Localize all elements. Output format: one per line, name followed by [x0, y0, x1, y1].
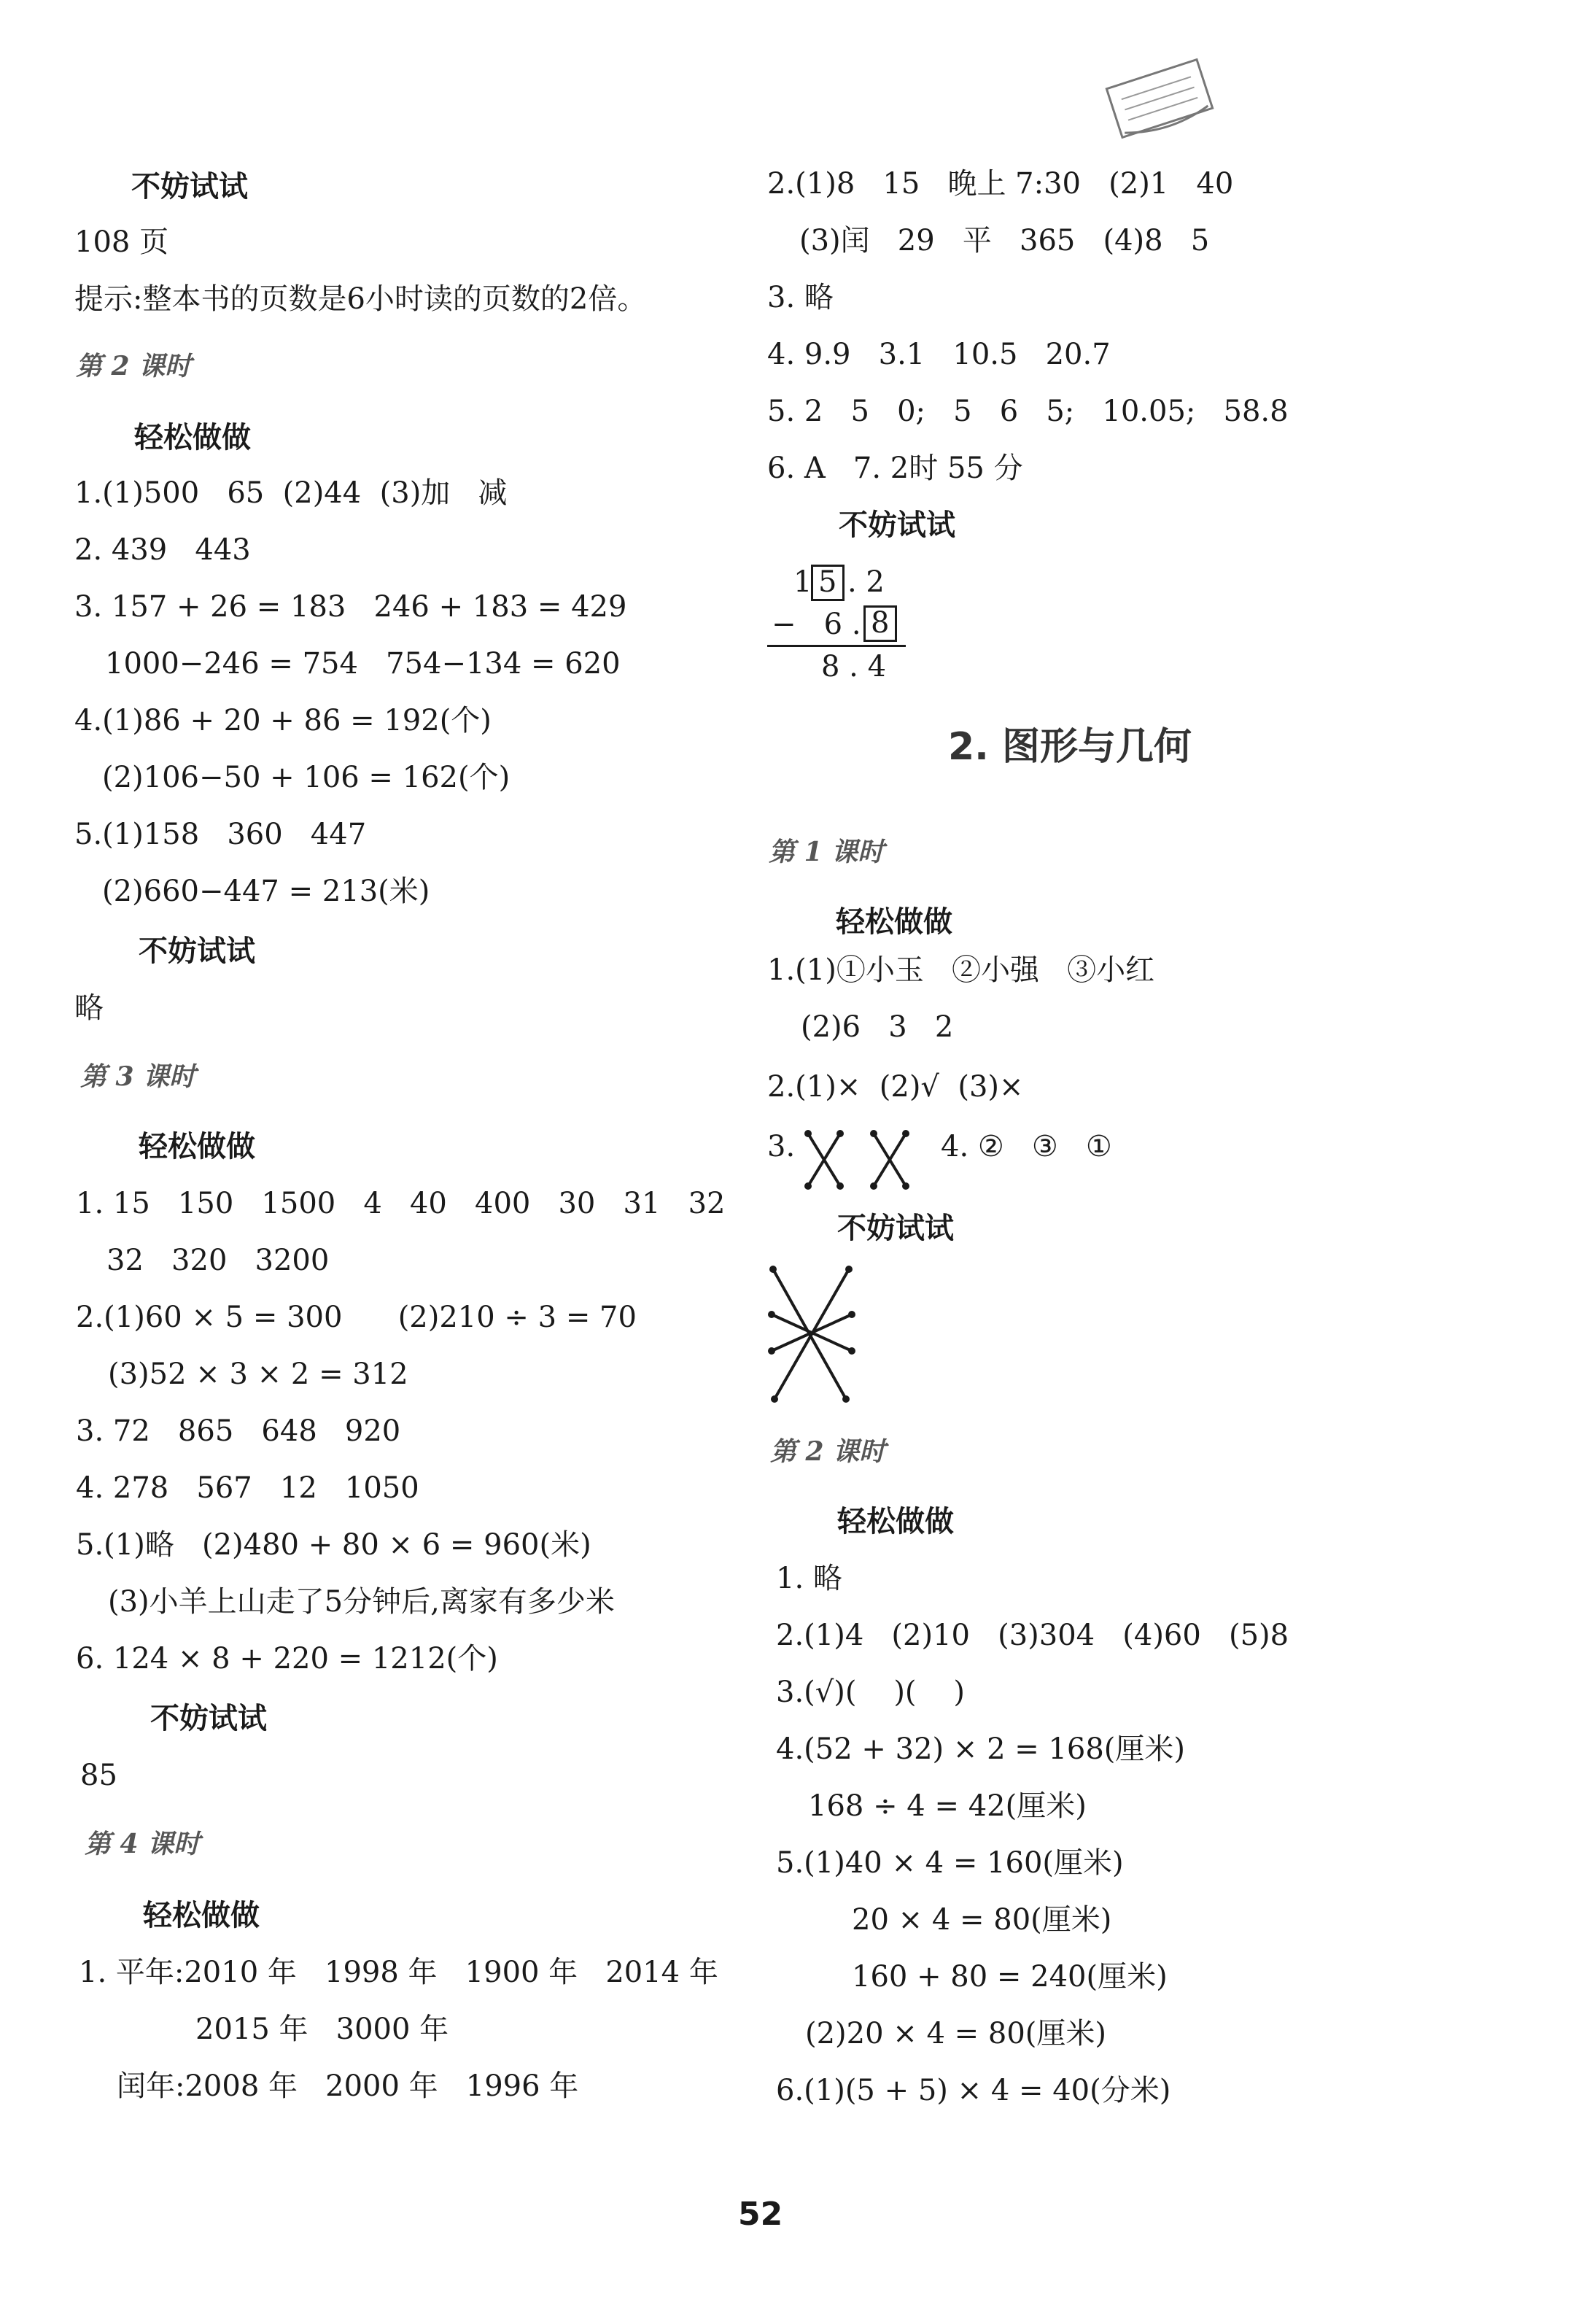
page-number: 52 [738, 2196, 783, 2233]
answer-line: 2015 年 3000 年 [195, 2013, 449, 2046]
easy-practice-heading: 轻松做做 [139, 1130, 255, 1163]
answer-line: 4. ② ③ ① [941, 1130, 1112, 1163]
lesson-heading: 第 4 课时 [85, 1829, 201, 1859]
answer-line: 5.(1)略 (2)480 + 80 × 6 = 960(米) [76, 1528, 591, 1562]
calc-divider [767, 645, 906, 647]
lesson-heading: 第 2 课时 [770, 1436, 886, 1467]
answer-line: (3)闰 29 平 365 (4)8 5 [799, 224, 1210, 257]
answer-line: (2)106−50 + 106 = 162(个) [102, 761, 510, 794]
answer-line: 4.(52 + 32) × 2 = 168(厘米) [776, 1732, 1186, 1766]
try-it-heading: 不妨试试 [837, 1212, 954, 1245]
star-lines-figure [767, 1262, 862, 1408]
stamp-logo-icon [1101, 51, 1218, 146]
answer-line: 1. 平年:2010 年 1998 年 1900 年 2014 年 [79, 1956, 718, 1989]
easy-practice-heading: 轻松做做 [837, 1505, 954, 1538]
answer-line: 3. 略 [767, 281, 834, 314]
section-title: 2. 图形与几何 [948, 725, 1192, 769]
answer-line: 20 × 4 = 80(厘米) [852, 1903, 1112, 1937]
answer-line: (2)6 3 2 [801, 1010, 954, 1044]
calc-row2-prefix: − 6 . [772, 608, 861, 641]
answer-line: (2)660−447 = 213(米) [102, 875, 430, 908]
answer-line: 108 页 [74, 225, 169, 259]
answer-line: 1.(1)①小玉 ②小强 ③小红 [767, 953, 1155, 987]
answer-line: 4. 9.9 3.1 10.5 20.7 [767, 338, 1111, 371]
easy-practice-heading: 轻松做做 [134, 421, 251, 454]
calc-row2-box-digit: 8 [871, 606, 890, 640]
answer-line: 2. 439 443 [74, 533, 251, 567]
answer-line: 2.(1)× (2)√ (3)× [767, 1070, 1024, 1104]
calc-row1-suffix: . 2 [847, 565, 885, 599]
answer-line: 略 [74, 991, 104, 1025]
answer-line: 6. 124 × 8 + 220 = 1212(个) [76, 1642, 498, 1676]
answer-line: 1. 15 150 1500 4 40 400 30 31 32 [76, 1187, 726, 1220]
answer-line: 6.(1)(5 + 5) × 4 = 40(分米) [776, 2074, 1171, 2107]
calc-row1-prefix: 1 [793, 565, 812, 599]
calc-row3: 8 . 4 [821, 650, 887, 683]
answer-line: (3)52 × 3 × 2 = 312 [108, 1357, 408, 1391]
answer-line: 4.(1)86 + 20 + 86 = 192(个) [74, 704, 492, 737]
hint-line: 提示:整本书的页数是6小时读的页数的2倍。 [74, 282, 647, 316]
answer-line: 3. [767, 1130, 796, 1163]
answer-line: (2)20 × 4 = 80(厘米) [805, 2017, 1107, 2050]
answer-line: 1000−246 = 754 754−134 = 620 [105, 647, 621, 681]
answer-line: 1. 略 [776, 1562, 842, 1595]
lesson-heading: 第 1 课时 [769, 837, 885, 867]
lesson-heading: 第 3 课时 [80, 1061, 196, 1092]
answer-line: 4. 278 567 12 1050 [76, 1471, 419, 1505]
answer-line: 32 320 3200 [106, 1244, 330, 1277]
answer-line: 闰年:2008 年 2000 年 1996 年 [117, 2069, 579, 2103]
try-it-heading: 不妨试试 [131, 170, 248, 204]
try-it-heading: 不妨试试 [150, 1702, 267, 1735]
answer-line: 168 ÷ 4 = 42(厘米) [808, 1789, 1087, 1823]
crossed-lines-figure [802, 1128, 919, 1193]
answer-line: 3. 72 865 648 920 [76, 1414, 401, 1448]
answer-line: 2.(1)8 15 晚上 7:30 (2)1 40 [767, 167, 1234, 201]
try-it-heading: 不妨试试 [139, 934, 255, 968]
try-it-heading: 不妨试试 [839, 508, 955, 542]
answer-line: 85 [80, 1759, 117, 1792]
answer-line: 3.(√)( )( ) [776, 1676, 966, 1709]
answer-line: 2.(1)60 × 5 = 300 (2)210 ÷ 3 = 70 [76, 1301, 637, 1334]
answer-line: 160 + 80 = 240(厘米) [852, 1960, 1168, 1994]
answer-line: 3. 157 + 26 = 183 246 + 183 = 429 [74, 590, 627, 624]
easy-practice-heading: 轻松做做 [836, 905, 952, 939]
easy-practice-heading: 轻松做做 [143, 1899, 260, 1932]
answer-line: 5.(1)158 360 447 [74, 818, 367, 851]
answer-line: 5.(1)40 × 4 = 160(厘米) [776, 1846, 1124, 1880]
answer-line: 2.(1)4 (2)10 (3)304 (4)60 (5)8 [776, 1619, 1289, 1652]
answer-line: (3)小羊上山走了5分钟后,离家有多少米 [108, 1585, 615, 1619]
calc-row1-box-digit: 5 [818, 565, 837, 599]
answer-line: 5. 2 5 0; 5 6 5; 10.05; 58.8 [767, 395, 1289, 428]
lesson-heading: 第 2 课时 [76, 351, 192, 381]
answer-line: 6. A 7. 2时 55 分 [767, 452, 1023, 485]
answer-line: 1.(1)500 65 (2)44 (3)加 减 [74, 476, 508, 510]
